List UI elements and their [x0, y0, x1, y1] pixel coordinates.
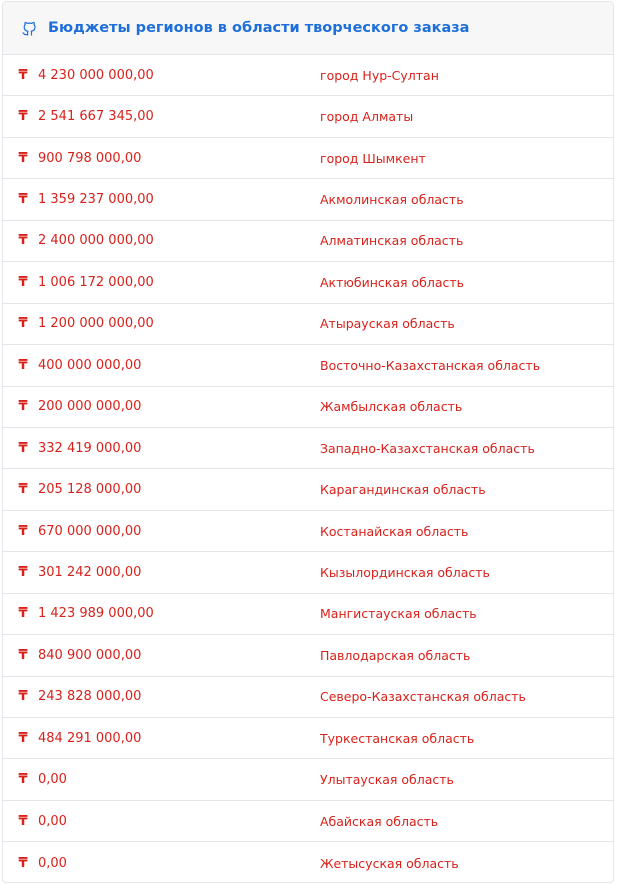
budget-row [3, 718, 613, 759]
tenge-icon: ₸ [18, 564, 28, 580]
tenge-icon: ₸ [18, 606, 28, 622]
budget-amount: 0,00 [38, 855, 67, 871]
budget-list [3, 55, 613, 883]
budget-amount: 301 242 000,00 [38, 564, 142, 580]
card-header [3, 2, 613, 55]
budget-amount: 1 006 172 000,00 [38, 274, 154, 290]
budget-amount: 0,00 [38, 813, 67, 829]
budget-row [3, 552, 613, 593]
tenge-icon: ₸ [18, 233, 28, 249]
budget-row [3, 469, 613, 510]
region-name: Кызылординская область [320, 564, 490, 580]
budget-row [3, 511, 613, 552]
budget-amount: 2 400 000 000,00 [38, 233, 154, 249]
tenge-icon: ₸ [18, 150, 28, 166]
budget-row [3, 345, 613, 386]
region-name: Северо-Казахстанская область [320, 689, 526, 705]
region-name: Жамбылская область [320, 399, 463, 415]
card-title: Бюджеты регионов в области творческого заказа [48, 20, 470, 36]
budget-amount: 4 230 000 000,00 [38, 67, 154, 83]
tenge-icon: ₸ [18, 523, 28, 539]
budget-row [3, 842, 613, 883]
budget-row [3, 801, 613, 842]
budget-amount: 332 419 000,00 [38, 440, 142, 456]
region-name: Абайская область [320, 813, 439, 829]
tenge-icon: ₸ [18, 482, 28, 498]
tenge-icon: ₸ [18, 813, 28, 829]
region-name: Алматинская область [320, 233, 464, 249]
region-name: город Нур-Султан [320, 67, 439, 83]
region-name: Улытауская область [320, 772, 454, 788]
tenge-icon: ₸ [18, 274, 28, 290]
region-name: Жетысуская область [320, 855, 459, 871]
budget-row [3, 262, 613, 303]
budget-row [3, 594, 613, 635]
budget-row [3, 387, 613, 428]
budget-amount: 0,00 [38, 772, 67, 788]
region-name: Туркестанская область [320, 730, 475, 746]
budget-amount: 1 423 989 000,00 [38, 606, 154, 622]
region-name: Западно-Казахстанская область [320, 440, 535, 456]
budget-amount: 840 900 000,00 [38, 647, 142, 663]
budget-row [3, 635, 613, 676]
tenge-icon: ₸ [18, 109, 28, 125]
budget-row [3, 179, 613, 220]
tenge-icon: ₸ [18, 647, 28, 663]
budget-row [3, 428, 613, 469]
budget-row [3, 677, 613, 718]
tenge-icon: ₸ [18, 772, 28, 788]
regional-budgets-card [2, 1, 614, 883]
region-name: Актюбинская область [320, 274, 465, 290]
budget-amount: 400 000 000,00 [38, 357, 142, 373]
tenge-icon: ₸ [18, 689, 28, 705]
tenge-icon: ₸ [18, 730, 28, 746]
tenge-icon: ₸ [18, 440, 28, 456]
budget-row [3, 304, 613, 345]
budget-amount: 1 359 237 000,00 [38, 192, 154, 208]
budget-amount: 670 000 000,00 [38, 523, 142, 539]
budget-amount: 243 828 000,00 [38, 689, 142, 705]
budget-amount: 205 128 000,00 [38, 482, 142, 498]
budget-amount: 200 000 000,00 [38, 399, 142, 415]
region-name: город Алматы [320, 109, 414, 125]
budget-row [3, 221, 613, 262]
budget-row [3, 138, 613, 179]
region-name: Костанайская область [320, 523, 469, 539]
region-name: Атырауская область [320, 316, 455, 332]
budget-amount: 484 291 000,00 [38, 730, 142, 746]
region-name: Мангистауская область [320, 606, 477, 622]
budget-row [3, 55, 613, 96]
tenge-icon: ₸ [18, 855, 28, 871]
budget-amount: 1 200 000 000,00 [38, 316, 154, 332]
region-name: город Шымкент [320, 150, 426, 166]
github-icon [21, 20, 37, 36]
tenge-icon: ₸ [18, 357, 28, 373]
budget-row [3, 96, 613, 137]
budget-amount: 900 798 000,00 [38, 150, 142, 166]
tenge-icon: ₸ [18, 399, 28, 415]
region-name: Карагандинская область [320, 482, 486, 498]
budget-row [3, 759, 613, 800]
tenge-icon: ₸ [18, 67, 28, 83]
region-name: Восточно-Казахстанская область [320, 357, 541, 373]
tenge-icon: ₸ [18, 192, 28, 208]
region-name: Акмолинская область [320, 192, 464, 208]
budget-amount: 2 541 667 345,00 [38, 109, 154, 125]
tenge-icon: ₸ [18, 316, 28, 332]
region-name: Павлодарская область [320, 647, 471, 663]
